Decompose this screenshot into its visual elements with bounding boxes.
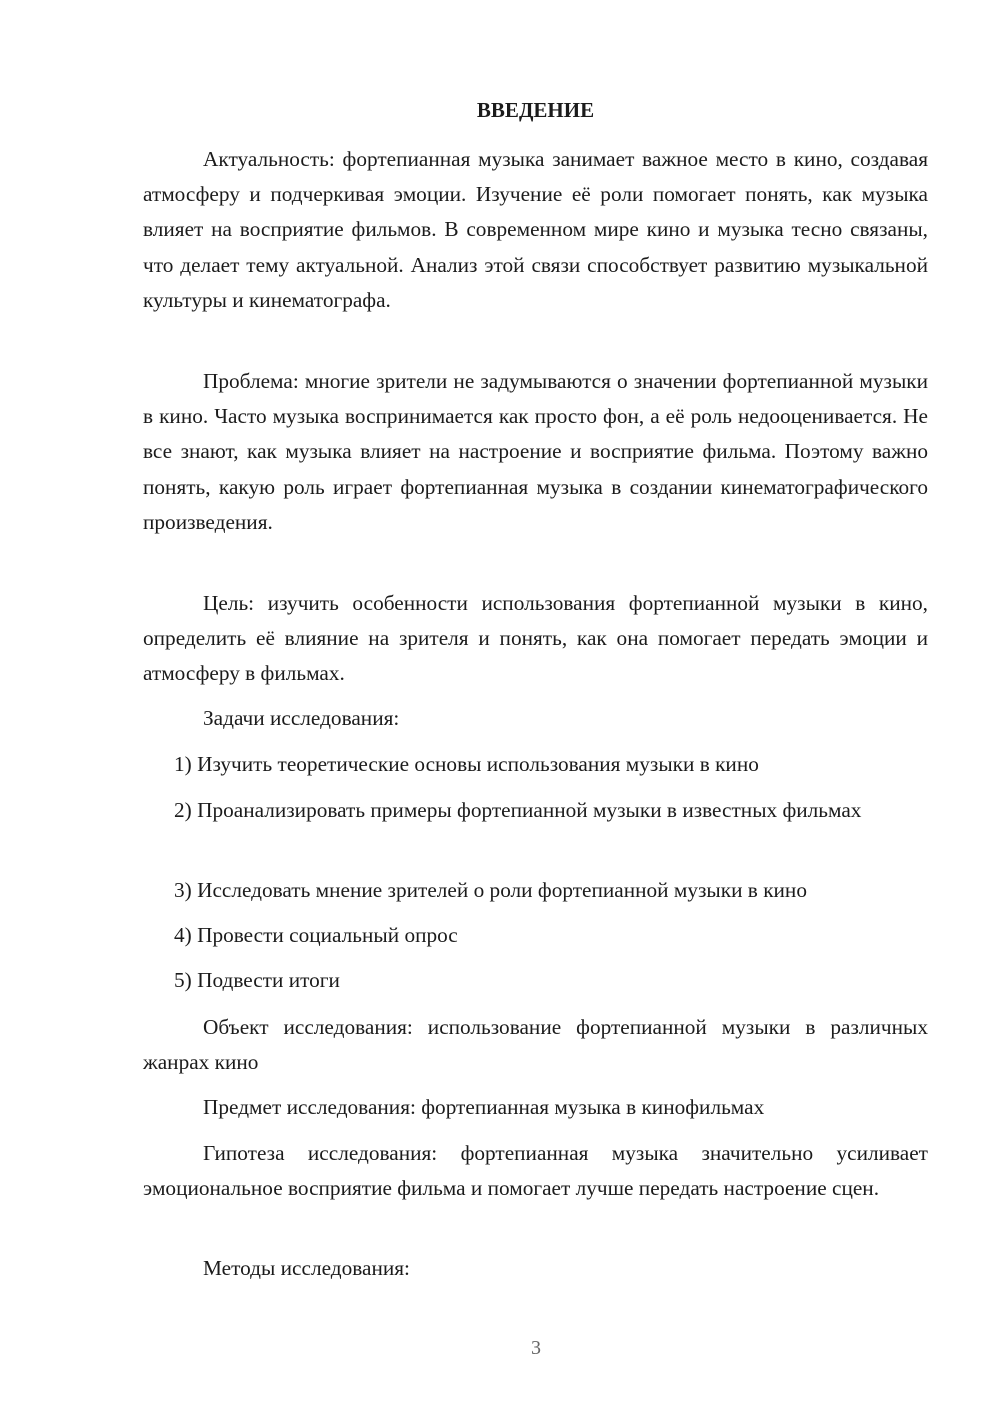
task-item-2: 2) Проанализировать примеры фортепианной музыки в известных фильмах [174, 798, 862, 822]
methods-title: Методы исследования: [203, 1256, 410, 1280]
task-item-3: 3) Исследовать мнение зрителей о роли фортепианной музыки в кино [174, 878, 807, 902]
task-item-5: 5) Подвести итоги [174, 968, 340, 992]
hypothesis-paragraph: Гипотеза исследования: фортепианная музыка значительно усиливает эмоциональное восприятие фильма и помогает лучше передать настроение сцен. [143, 1141, 928, 1201]
page-number: 3 [531, 1337, 541, 1359]
goal-paragraph: Цель: изучить особенности использования фортепианной музыки в кино, определить её влияние на зрителя и понять, как она помогает передать эмоции и атмосферу в фильмах. [143, 591, 928, 686]
task-item-4: 4) Провести социальный опрос [174, 923, 458, 947]
problem-paragraph: Проблема: многие зрители не задумываются о значении фортепианной музыки в кино. Часто музыка воспринимается как просто фон, а её роль недооценивается. Не все знают, как музыка влияет на настроение и восприятие фильма. Поэтому важно понять, какую роль играет фортепианная музыка в создании кинематографического произведения. [143, 369, 928, 534]
page-title: ВВЕДЕНИЕ [476, 98, 595, 122]
tasks-title: Задачи исследования: [203, 706, 400, 730]
task-item-1: 1) Изучить теоретические основы использования музыки в кино [174, 752, 759, 776]
relevance-paragraph: Актуальность: фортепианная музыка занимает важное место в кино, создавая атмосферу и подчеркивая эмоции. Изучение её роли помогает понять, как музыка влияет на восприятие фильмов. В современном мире кино и музыка тесно связаны, что делает тему актуальной. Анализ этой связи способствует развитию музыкальной культуры и кинематографа. [143, 147, 928, 312]
object-paragraph: Объект исследования: использование фортепианной музыки в различных жанрах кино [143, 1015, 928, 1075]
subject-paragraph: Предмет исследования: фортепианная музыка в кинофильмах [203, 1095, 765, 1119]
